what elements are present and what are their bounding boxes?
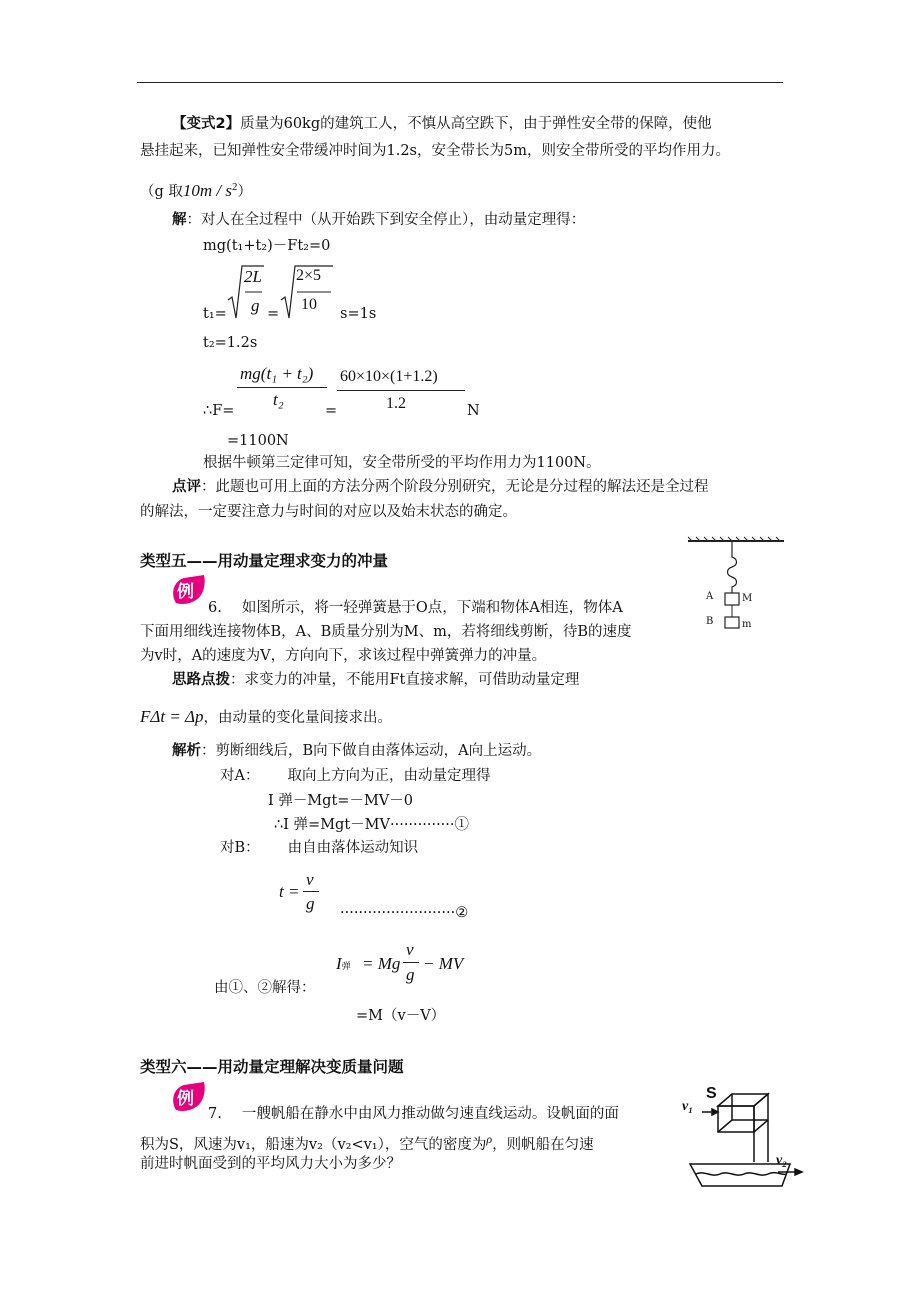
f-result: =1100N — [227, 433, 289, 449]
tB-lhs: t = — [279, 882, 300, 901]
example7-badge-text: 例 — [177, 1089, 194, 1109]
rho-symbol: ρ — [486, 1132, 493, 1146]
f-label: ∴F= — [203, 403, 235, 419]
type5-heading: 类型五——用动量定理求变力的冲量 — [140, 552, 389, 570]
example7-text2: 积为S，风速为v₁，船速为v₂（v₂<v₁），空气的密度为 — [140, 1136, 487, 1153]
final-result: =M（v－V） — [356, 1008, 446, 1024]
I-num: v — [406, 940, 414, 959]
spring-figure — [686, 535, 786, 635]
variant2-line2: 悬挂起来，已知弹性安全带缓冲时间为1.2s，安全带长为5m，则安全带所受的平均作用力。 — [140, 143, 730, 159]
forB-text: 由自由落体运动知识 — [287, 840, 419, 856]
fig-label-v1: v₁ — [682, 1099, 694, 1114]
hint-formula: FΔt = Δp — [140, 707, 204, 726]
solution-intro-text: ：对人在全过程中（从开始跌下到安全停止），由动量定理得： — [186, 212, 586, 228]
header-rule — [137, 82, 783, 83]
sailboat-figure — [682, 1086, 808, 1194]
f2-num: 60×10×(1+1.2) — [340, 368, 438, 385]
example6-line2: 下面用细线连接物体B，A、B质量分别为M、m，若将细线剪断，待B的速度 — [140, 624, 632, 640]
t1-eq: = — [267, 306, 280, 322]
fig-label-A: A — [706, 591, 714, 602]
g-exp: 2 — [232, 181, 238, 193]
f2-den: 1.2 — [386, 395, 406, 412]
fig-label-M: M — [742, 593, 753, 604]
analysis-label: 解析 — [172, 743, 201, 759]
variant2-text1: 质量为60kg的建筑工人，不慎从高空跌下，由于弹性安全带的保障，使他 — [240, 116, 712, 132]
forB-label: 对B： — [220, 840, 260, 856]
g-suffix: ） — [237, 183, 253, 200]
t1-label: t₁= — [203, 306, 227, 322]
solution-conclusion: 根据牛顿第三定律可知，安全带所受的平均作用力为1100N。 — [203, 455, 601, 471]
hint-label: 思路点拨 — [172, 672, 230, 688]
I-eq: = Mg — [362, 954, 401, 973]
f-unit: N — [467, 403, 480, 419]
tB-bar — [303, 891, 319, 892]
g-value: 10m / s — [182, 180, 233, 200]
I-lhs — [336, 954, 351, 974]
fig-label-m: m — [742, 619, 752, 630]
variant2-label: 【变式2】 — [172, 116, 241, 132]
analysis-line — [172, 741, 541, 761]
comment-line1 — [172, 477, 709, 497]
I-den: g — [406, 965, 415, 984]
example-badge-text: 例 — [177, 582, 194, 602]
hint-text2: ，由动量的变化量间接求出。 — [203, 710, 393, 726]
t1-frac-den: g — [251, 296, 260, 315]
t1-frac2-den: 10 — [301, 296, 317, 313]
forA-line — [220, 766, 490, 786]
t1-frac2-num: 2×5 — [296, 267, 322, 284]
t1-result: s=1s — [340, 306, 377, 322]
example7-line2 — [140, 1129, 594, 1155]
solution-intro — [172, 210, 585, 230]
fig-label-v2: v₂ — [776, 1153, 788, 1168]
t2-value: t₂=1.2s — [203, 335, 258, 351]
comment-text1: ：此题也可用上面的方法分两个阶段分别研究，无论是分过程的解法还是全过程 — [201, 479, 709, 495]
hint-line — [172, 670, 579, 690]
hint-text: ：求变力的冲量，不能用Ft直接求解，可借助动量定理 — [230, 672, 580, 688]
I-symbol: I — [336, 954, 342, 973]
g-prefix: （g 取 — [140, 183, 183, 200]
forA-label: 对A： — [220, 768, 260, 784]
f-den: t₂ — [273, 390, 284, 409]
eqA1: I 弹－Mgt=－MV－0 — [268, 793, 413, 809]
fig-label-B: B — [706, 616, 714, 627]
I-bar — [403, 962, 419, 963]
tB-dots: ·························② — [340, 905, 469, 921]
example6-text1: 如图所示，将一轻弹簧悬于O点，下端和物体A相连，物体A — [241, 600, 623, 616]
example7-text1: 一艘帆船在静水中由风力推动做匀速直线运动。设帆面的面 — [241, 1106, 619, 1122]
t1-frac-num: 2L — [244, 267, 262, 286]
I-tail: − MV — [423, 954, 464, 973]
variant2-gline — [140, 177, 252, 202]
forA-text: 取向上方向为正，由动量定理得 — [287, 768, 491, 784]
comment-label: 点评 — [172, 479, 201, 495]
example6-num: 6. — [208, 600, 222, 616]
eqA2: ∴I 弹=Mgt－MV··············① — [274, 817, 470, 833]
example7-line1 — [208, 1104, 619, 1124]
f-num: mg(t₁ + t₂) — [240, 364, 314, 383]
solve-text: 由①、②解得： — [214, 980, 316, 996]
eq1: mg(t₁+t₂)－Ft₂=0 — [203, 238, 331, 254]
f-eq: = — [325, 403, 338, 419]
analysis-text: ：剪断细线后，B向下做自由落体运动，A向上运动。 — [201, 743, 542, 759]
f2-bar — [337, 390, 465, 391]
example7-text2b: ，则帆船在匀速 — [492, 1136, 594, 1153]
example6-line3: 为v时，A的速度为V，方向向下，求该过程中弹簧弹力的冲量。 — [140, 648, 547, 664]
type6-heading: 类型六——用动量定理解决变质量问题 — [140, 1058, 404, 1076]
example7-num: 7. — [208, 1106, 222, 1122]
solution-label: 解 — [172, 212, 187, 228]
hint-line2 — [140, 707, 392, 728]
tB-den: g — [306, 894, 315, 913]
forB-line — [220, 838, 418, 858]
tB-num: v — [306, 870, 314, 889]
comment-line2: 的解法，一定要注意力与时间的对应以及始末状态的确定。 — [140, 504, 517, 520]
I-sub: 弹 — [341, 961, 351, 971]
variant2-line1 — [172, 114, 712, 134]
fig-label-S: S — [706, 1085, 717, 1102]
example7-line3: 前进时帆面受到的平均风力大小为多少？ — [140, 1156, 401, 1172]
example6-line1 — [208, 598, 623, 618]
f-bar — [237, 387, 327, 388]
